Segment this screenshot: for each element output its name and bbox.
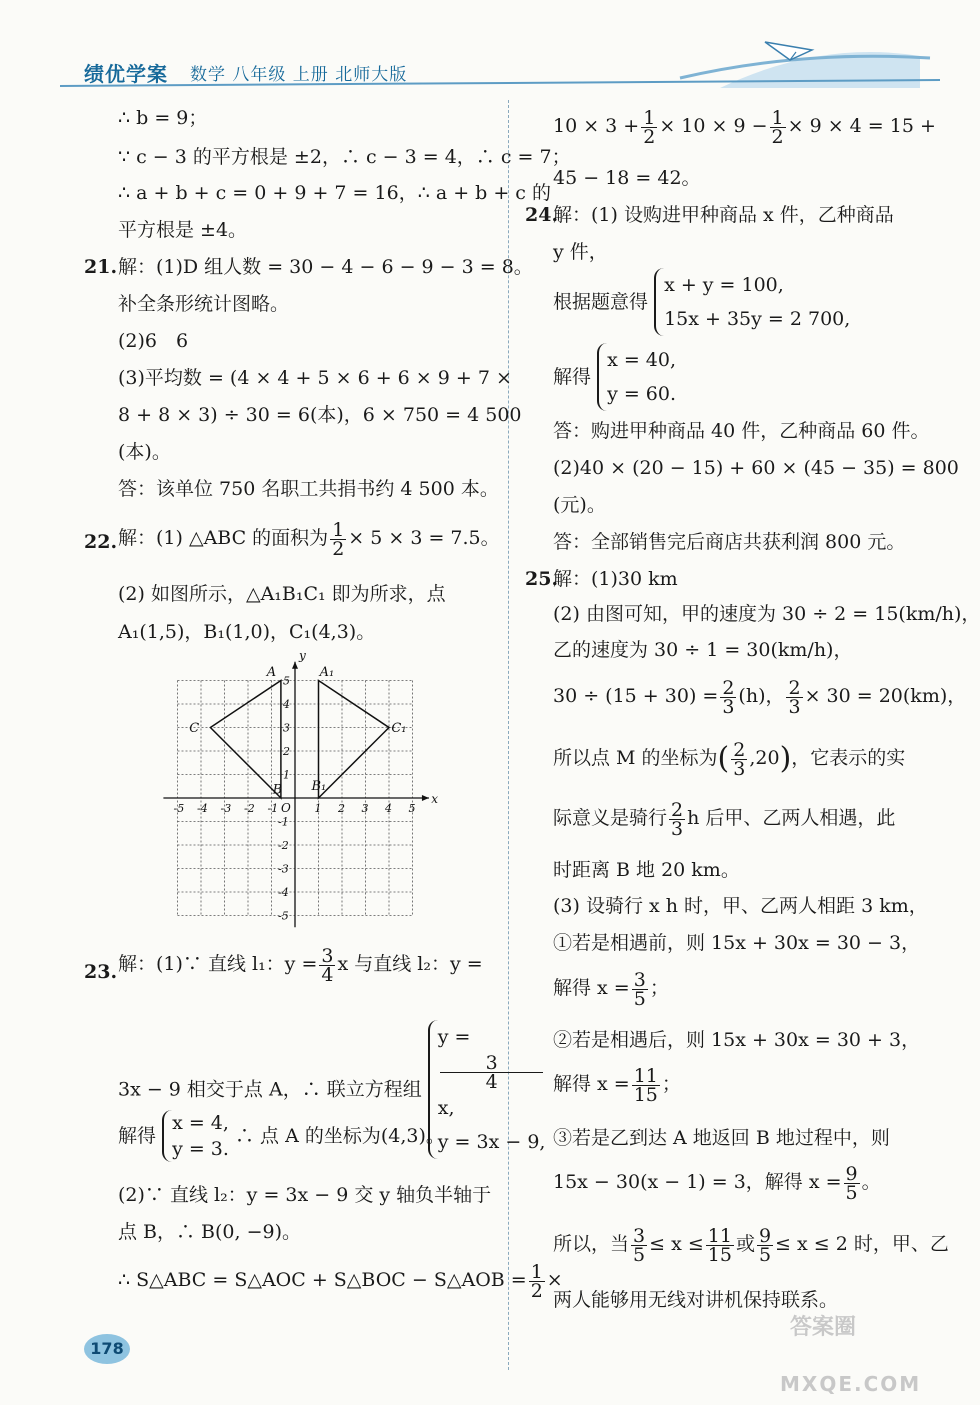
x-tick-label: -1 xyxy=(267,802,279,815)
text-line xyxy=(553,740,905,778)
text-segment: ； xyxy=(661,1073,681,1095)
text-line xyxy=(553,678,966,716)
right-column xyxy=(508,0,980,1405)
point-a-label: A xyxy=(266,664,277,680)
text-line xyxy=(553,1226,949,1264)
fraction xyxy=(330,518,346,560)
y-tick-label: 5 xyxy=(283,674,290,688)
text-line: ②若是相遇后，则 15x + 30x = 30 + 3， xyxy=(553,1029,921,1051)
y-tick-label: 1 xyxy=(283,768,290,782)
equation: y = 60. xyxy=(607,383,677,405)
fraction xyxy=(706,1224,734,1266)
x-tick-label: -3 xyxy=(220,802,232,815)
text-line: ∵ c − 3 的平方根是 ±2，∴ c − 3 = 4，∴ c = 7； xyxy=(118,146,571,168)
text-segment: × 30 = 20(km)， xyxy=(804,685,967,707)
fraction-numerator: 3 xyxy=(633,1224,646,1247)
text-line xyxy=(553,343,676,411)
fraction-denominator: 2 xyxy=(643,125,656,148)
text-line xyxy=(553,1164,881,1202)
text-segment: 解得 x = xyxy=(553,1073,630,1095)
fraction-denominator: 2 xyxy=(332,537,345,560)
fraction xyxy=(731,738,747,780)
triangle-a1b1c1 xyxy=(319,681,390,799)
fraction-numerator: 1 xyxy=(643,106,656,129)
point-labels xyxy=(189,665,406,798)
text-segment: 解得 xyxy=(118,1125,157,1147)
fraction xyxy=(757,1224,773,1266)
text-line xyxy=(553,970,669,1008)
page-number: 178 xyxy=(84,1334,130,1364)
question-number: 25. xyxy=(525,568,559,590)
triangle-abc xyxy=(210,681,281,799)
text-line: (2) 如图所示，△A₁B₁C₁ 即为所求，点 xyxy=(118,583,446,605)
text-segment: × 5 × 3 = 7.5。 xyxy=(348,527,500,549)
fraction-denominator: 15 xyxy=(707,1243,732,1266)
fraction-denominator: 15 xyxy=(633,1083,658,1106)
fraction-numerator: 2 xyxy=(722,676,735,699)
text-line xyxy=(553,268,850,336)
fraction xyxy=(669,798,685,840)
x-tick-label: 3 xyxy=(361,802,369,815)
text-segment: 解：(1)∵ 直线 l₁：y = xyxy=(118,953,318,975)
fraction xyxy=(770,106,786,148)
fraction-numerator: 2 xyxy=(671,798,684,821)
fraction-denominator: 2 xyxy=(771,125,784,148)
fraction xyxy=(632,1064,660,1106)
text-line: ∴ a + b + c = 0 + 9 + 7 = 16，∴ a + b + c 的 xyxy=(118,182,551,204)
fraction-numerator: 11 xyxy=(707,1224,732,1247)
text-line: 解：(1)30 km xyxy=(553,568,678,590)
text-segment: ，它表示的实 xyxy=(791,747,906,769)
text-segment: 解：(1) △ABC 的面积为 xyxy=(118,527,329,549)
text-segment: ∴ S△ABC = S△AOC + S△BOC − S△AOB = xyxy=(118,1269,527,1291)
point-a1-label: A₁ xyxy=(319,664,335,680)
text-line: (元)。 xyxy=(553,494,606,516)
text-line: (2)6 6 xyxy=(118,330,189,352)
text-segment: × xyxy=(546,1269,563,1291)
tick-labels xyxy=(174,648,439,922)
text-segment: 所以点 M 的坐标为 xyxy=(553,747,718,769)
text-line: ③若是乙到达 A 地返回 B 地过程中，则 xyxy=(553,1127,890,1149)
equation: x = 40, xyxy=(607,349,676,371)
text-segment: 根据题意得 xyxy=(553,291,649,313)
text-line xyxy=(118,520,500,558)
fraction-denominator: 5 xyxy=(633,1243,646,1266)
fraction-numerator: 9 xyxy=(845,1162,858,1185)
solution-system xyxy=(597,343,676,411)
text-segment: ,20 xyxy=(749,747,780,769)
text-line: 45 − 18 = 42。 xyxy=(553,167,701,189)
question-number: 23. xyxy=(84,961,118,983)
text-segment: 解得 xyxy=(553,366,592,388)
x-tick-label: 1 xyxy=(314,802,322,815)
x-tick-label: -4 xyxy=(197,802,208,815)
text-segment: y = xyxy=(437,1026,471,1048)
fraction-numerator: 3 xyxy=(633,968,646,991)
point-b-label: B xyxy=(272,782,283,798)
fraction-denominator: 3 xyxy=(788,695,801,718)
fraction-denominator: 3 xyxy=(671,817,684,840)
text-line: y 件， xyxy=(553,241,608,263)
text-line: (3) 设骑行 x h 时，甲、乙两人相距 3 km， xyxy=(553,895,928,917)
watermark-text: 答案圈 xyxy=(790,1315,857,1340)
fraction-denominator: 4 xyxy=(321,963,334,986)
fraction-numerator: 3 xyxy=(440,1054,544,1073)
text-line: 补全条形统计图略。 xyxy=(118,293,290,315)
fraction-denominator: 5 xyxy=(845,1181,858,1204)
fraction xyxy=(844,1162,860,1204)
text-line: 答：全部销售完后商店共获利润 800 元。 xyxy=(553,531,906,553)
text-line xyxy=(553,1066,681,1104)
text-line: (本)。 xyxy=(118,441,171,463)
solution-system xyxy=(162,1110,229,1162)
point-b1-label: B₁ xyxy=(311,778,327,794)
book-subtitle: 数学 八年级 上册 北师大版 xyxy=(190,65,408,85)
y-tick-label: -4 xyxy=(278,886,289,899)
text-segment: 30 ÷ (15 + 30) = xyxy=(553,685,719,707)
text-line: A₁(1,5)，B₁(1,0)，C₁(4,3)。 xyxy=(118,621,376,643)
y-axis-arrow xyxy=(292,662,298,669)
y-tick-label: -1 xyxy=(278,815,289,829)
equation: y = 3x − 9, xyxy=(437,1131,546,1153)
equation: x + y = 100, xyxy=(664,274,784,296)
text-line: 解：(1)D 组人数 = 30 − 4 − 6 − 9 − 3 = 8。 xyxy=(118,256,533,278)
fraction-denominator: 2 xyxy=(530,1279,543,1302)
text-segment: ≤ x ≤ 2 时，甲、乙 xyxy=(775,1233,949,1255)
text-line: (2)∵ 直线 l₂：y = 3x − 9 交 y 轴负半轴于 xyxy=(118,1184,492,1206)
fraction-numerator: 1 xyxy=(530,1260,543,1283)
x-tick-label: -2 xyxy=(244,802,255,815)
triangles xyxy=(210,681,389,799)
text-segment: (h)， xyxy=(738,685,785,707)
text-segment: ； xyxy=(649,977,669,999)
y-tick-label: -3 xyxy=(278,862,289,876)
x-axis-arrow xyxy=(422,795,429,801)
equation: x = 4, xyxy=(172,1112,229,1134)
equation-system xyxy=(654,268,850,336)
fraction-numerator: 11 xyxy=(633,1064,658,1087)
x-axis-label: x xyxy=(431,792,439,806)
fraction-numerator: 9 xyxy=(758,1224,772,1247)
question-number: 24. xyxy=(525,204,559,226)
text-line: 乙的速度为 30 ÷ 1 = 30(km/h)， xyxy=(553,639,853,661)
text-line: 时距离 B 地 20 km。 xyxy=(553,859,740,881)
text-segment: × 9 × 4 = 15 + xyxy=(787,115,936,137)
text-segment: x, xyxy=(437,1097,455,1119)
text-segment: 或 xyxy=(735,1233,755,1255)
fraction xyxy=(786,676,802,718)
text-line: 8 + 8 × 3) ÷ 30 = 6(本)，6 × 750 = 4 500 xyxy=(118,404,522,426)
fraction xyxy=(632,968,648,1010)
fraction xyxy=(631,1224,647,1266)
equation: 15x + 35y = 2 700, xyxy=(664,308,851,330)
coordinate-graph xyxy=(165,648,440,923)
y-tick-label: 3 xyxy=(283,721,290,735)
y-tick-label: -2 xyxy=(278,839,289,852)
y-axis-label: y xyxy=(299,648,306,663)
text-line: 两人能够用无线对讲机保持联系。 xyxy=(553,1289,839,1311)
text-line: 解：(1) 设购进甲种商品 x 件，乙种商品 xyxy=(553,204,894,226)
x-tick-label: 2 xyxy=(338,802,345,815)
text-line: ①若是相遇前，则 15x + 30x = 30 − 3， xyxy=(553,932,921,954)
text-segment: 3x − 9 相交于点 A，∴ 联立方程组 xyxy=(118,1078,422,1101)
text-line: ∴ b = 9； xyxy=(118,107,208,129)
paren-open: ( xyxy=(717,741,730,776)
text-line: 平方根是 ±4。 xyxy=(118,219,248,241)
fraction-numerator: 3 xyxy=(321,944,334,967)
point-c1-label: C₁ xyxy=(391,721,407,737)
text-segment: × 10 × 9 − xyxy=(659,115,768,137)
fraction-numerator: 1 xyxy=(332,518,345,541)
text-segment: 解得 x = xyxy=(553,977,630,999)
fraction-denominator: 5 xyxy=(758,1243,772,1266)
text-segment: 15x − 30(x − 1) = 3，解得 x = xyxy=(553,1171,842,1193)
fraction xyxy=(720,676,736,718)
text-line: 点 B，∴ B(0, −9)。 xyxy=(118,1221,302,1243)
text-line xyxy=(118,946,483,984)
fraction-denominator: 4 xyxy=(485,1071,498,1093)
text-line xyxy=(118,1262,563,1300)
fraction xyxy=(319,944,335,986)
y-tick-label: 2 xyxy=(283,745,290,758)
text-segment: ≤ x ≤ xyxy=(649,1233,704,1255)
paren-close: ) xyxy=(779,741,792,776)
question-number: 21. xyxy=(84,256,118,278)
text-segment: 所以，当 xyxy=(553,1233,630,1255)
origin-label: O xyxy=(281,801,291,815)
text-line: (2) 由图可知，甲的速度为 30 ÷ 2 = 15(km/h)， xyxy=(553,603,980,625)
fraction-denominator: 3 xyxy=(722,695,735,718)
text-line: 答：该单位 750 名职工共捐书约 4 500 本。 xyxy=(118,478,499,500)
text-line: (3)平均数 = (4 × 4 + 5 × 6 + 6 × 9 + 7 × xyxy=(118,367,512,389)
text-segment: h 后甲、乙两人相遇，此 xyxy=(687,807,896,829)
y-tick-label: 4 xyxy=(283,698,290,711)
x-tick-label: 4 xyxy=(385,802,392,815)
fraction-numerator: 1 xyxy=(771,106,784,129)
text-line xyxy=(553,800,895,838)
equation: y = 3. xyxy=(172,1138,229,1160)
x-tick-label: 5 xyxy=(408,802,416,815)
series-title: 绩优学案 xyxy=(84,62,168,86)
text-line xyxy=(118,1110,445,1162)
text-segment: x 与直线 l₂：y = xyxy=(337,953,483,975)
x-tick-label: -5 xyxy=(173,802,185,815)
fraction-denominator: 3 xyxy=(733,757,746,780)
text-segment: 10 × 3 + xyxy=(553,115,640,137)
text-line: 答：购进甲种商品 40 件，乙种商品 60 件。 xyxy=(553,420,930,442)
point-c-label: C xyxy=(189,721,200,737)
text-segment: ∴ 点 A 的坐标为(4,3)。 xyxy=(234,1125,445,1147)
text-segment: 际意义是骑行 xyxy=(553,807,668,829)
y-tick-label: -5 xyxy=(278,909,289,923)
watermark-url: MXQE.COM xyxy=(780,1372,922,1396)
fraction xyxy=(641,106,657,148)
text-line: (2)40 × (20 − 15) + 60 × (45 − 35) = 800 xyxy=(553,457,959,479)
text-line xyxy=(553,108,936,146)
fraction-numerator: 2 xyxy=(733,738,746,761)
question-number: 22. xyxy=(84,531,118,553)
text-segment: 。 xyxy=(861,1171,881,1193)
fraction-numerator: 2 xyxy=(788,676,801,699)
fraction-denominator: 5 xyxy=(633,987,646,1010)
